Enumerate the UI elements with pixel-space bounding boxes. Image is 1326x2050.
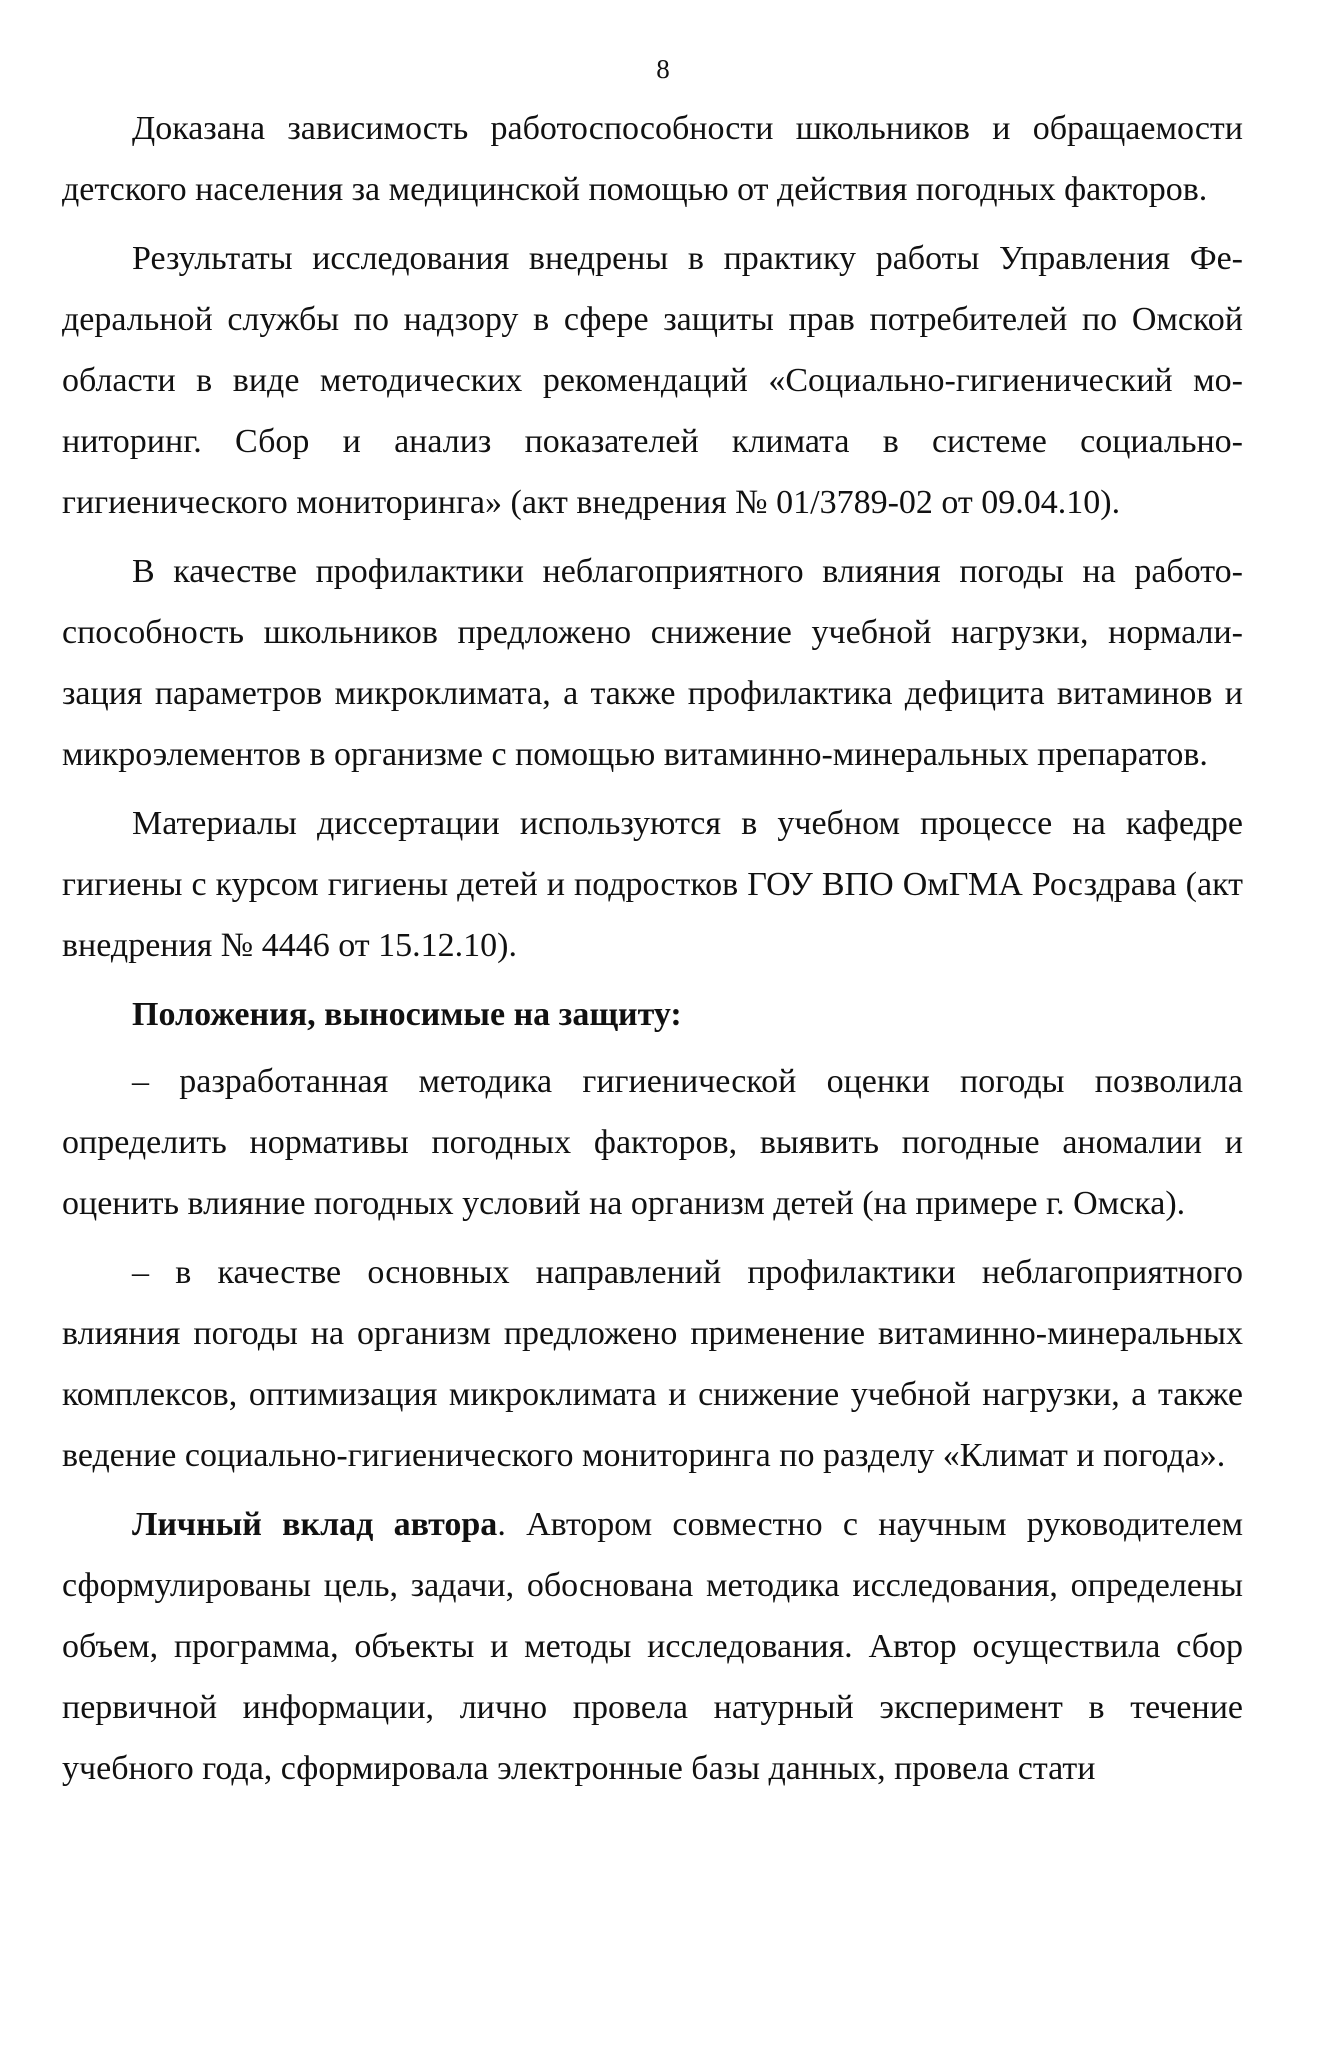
defense-point-2: – в качестве основных направлений профилактики неблагоприятного влияния погоды на организм предложено применение витаминно-минеральных комплексов, оптимизация микроклимата и снижение учебной нагрузки, а также ведение социально-гигиенического мониторинга по разделу «Климат и погода».	[62, 1254, 1243, 1474]
section-heading-defense-points: Положения, выносимые на защиту:	[132, 996, 682, 1033]
defense-point-1: – разработанная методика гигиенической оценки погоды позволила определить нормативы погодных факторов, выявить погодные аномалии и оценить влияние погодных условий на организм детей (на примере г. Омска).	[62, 1063, 1243, 1222]
paragraph-teaching-use: Материалы диссертации используются в учебном процессе на кафедре гигиены с курсом гигиены детей и подростков ГОУ ВПО ОмГМА Росздрава (акт внедрения № 4446 от 15.12.10).	[62, 805, 1243, 964]
page-number: 8	[656, 54, 670, 84]
paragraph-prevention: В качестве профилактики неблагоприятного влияния погоды на работоспособность школьников предложено снижение учебной нагрузки, нормализация параметров микроклимата, а также профилактика дефицита витаминов и микроэлементов в организме с помощью витаминно-минеральных препаратов.	[62, 553, 1243, 773]
paragraph-personal-contribution	[62, 1494, 1243, 1799]
paragraph-findings: Доказана зависимость работоспособности школьников и обращаемости детского населения за медицинской помощью от действия погодных факторов.	[62, 110, 1243, 208]
personal-contribution-lead: Личный вклад автора	[132, 1506, 498, 1543]
paragraph-implementation: Результаты исследования внедрены в практику работы Управления Федеральной службы по надзору в сфере защиты прав потребителей по Омской области в виде методических рекомендаций «Социально-гигиенический мониторинг. Сбор и анализ показателей климата в системе социально-гигиенического мониторинга» (акт внедрения № 01/3789-02 от 09.04.10).	[62, 240, 1243, 521]
personal-contribution-text: . Автором совместно с научным руководителем сформулированы цель, задачи, обоснована методика исследования, определены объем, программа, объекты и методы исследования. Автор осуществила сбор первичной информации, лично провела натурный эксперимент в течение учебного года, сформировала электронные базы данных, провела стати	[62, 1506, 1243, 1787]
document-body	[62, 98, 1243, 1807]
